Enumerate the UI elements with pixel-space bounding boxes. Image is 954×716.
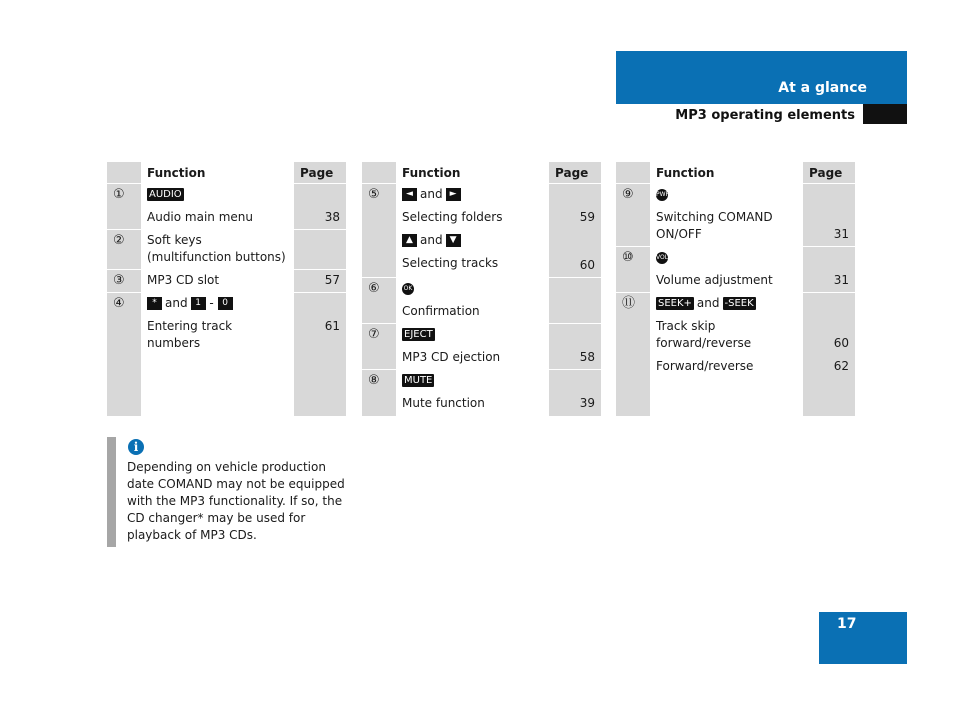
- column-header-function: Function: [396, 162, 549, 184]
- page-ref: 60: [833, 336, 849, 350]
- function-label: Soft keys (multifunction buttons): [147, 233, 286, 264]
- item-number: ⑨: [622, 187, 634, 202]
- page-ref: 59: [579, 210, 595, 224]
- volume-knob-icon: VOL: [656, 252, 668, 264]
- table-row: [107, 270, 346, 293]
- page-ref: 39: [579, 396, 595, 410]
- function-label: Selecting folders: [402, 210, 503, 224]
- subheader: [616, 104, 907, 124]
- table-row: [362, 324, 601, 370]
- note-text: Depending on vehicle production date COMAND may not be equipped with the MP3 functionality. If so, the CD changer* may be used for playback of MP3 CDs.: [127, 460, 345, 542]
- page-ref: 31: [833, 273, 849, 287]
- function-label: MP3 CD ejection: [402, 350, 501, 364]
- function-table-2: [362, 162, 601, 416]
- table-row: [107, 184, 346, 230]
- seek-back-key-icon: -SEEK: [724, 298, 754, 309]
- table-row: [362, 184, 601, 278]
- one-key-icon: 1: [191, 297, 206, 310]
- up-arrow-key-icon: ▲: [402, 234, 417, 247]
- header-banner: [616, 51, 907, 104]
- table-row: [362, 370, 601, 416]
- item-number: ④: [113, 296, 125, 311]
- info-note: [107, 437, 347, 547]
- audio-key-icon: AUDIO: [149, 189, 182, 200]
- table-row: [107, 230, 346, 270]
- function-table-1: [107, 162, 346, 416]
- table-row: [362, 278, 601, 324]
- column-header-function: Function: [650, 162, 803, 184]
- column-header-function: Function: [141, 162, 294, 184]
- down-arrow-key-icon: ▼: [446, 234, 461, 247]
- page-ref: 57: [324, 273, 340, 287]
- item-number: ⑩: [622, 250, 634, 265]
- table-row: [616, 184, 855, 247]
- function-label: MP3 CD slot: [147, 273, 220, 287]
- function-label: Track skip forward/reverse: [656, 319, 752, 350]
- page-ref: 58: [579, 350, 595, 364]
- page-number: 17: [837, 616, 857, 632]
- power-button-icon: PWR: [656, 189, 668, 201]
- item-number: ⑤: [368, 187, 380, 202]
- function-label: Selecting tracks: [402, 256, 499, 270]
- and-text: and: [420, 187, 443, 201]
- table-row: [107, 293, 346, 416]
- page-number-box: [819, 612, 907, 664]
- left-arrow-key-icon: ◄: [402, 188, 417, 201]
- function-label: Entering track numbers: [147, 319, 233, 350]
- and-text: and: [696, 296, 720, 310]
- seek-forward-key-icon: SEEK+: [658, 298, 692, 309]
- function-label: Audio main menu: [147, 210, 254, 224]
- item-number: ⑪: [622, 296, 636, 311]
- function-label: Volume adjustment: [656, 273, 773, 287]
- function-table-3: [616, 162, 855, 416]
- item-number: ⑦: [368, 327, 380, 342]
- dash-text: -: [209, 296, 214, 310]
- item-number: ③: [113, 273, 125, 288]
- note-bar: [107, 437, 116, 547]
- item-number: ①: [113, 187, 125, 202]
- function-label: Switching COMAND ON/OFF: [656, 210, 773, 241]
- function-label: Confirmation: [402, 304, 480, 318]
- eject-key-icon: EJECT: [404, 329, 433, 340]
- star-key-icon: *: [147, 297, 162, 310]
- column-header-page: Page: [803, 162, 855, 184]
- mute-key-icon: MUTE: [404, 375, 433, 386]
- page-ref: 60: [579, 258, 595, 272]
- ok-button-icon: OK: [402, 283, 414, 295]
- info-icon: i: [128, 439, 144, 455]
- page-ref: 62: [833, 359, 849, 373]
- item-number: ②: [113, 233, 125, 248]
- table-row: [616, 247, 855, 293]
- page-ref: 61: [324, 319, 340, 333]
- table-row: [616, 293, 855, 416]
- page-ref: 31: [833, 227, 849, 241]
- function-label: Forward/reverse: [656, 359, 754, 373]
- and-text: and: [420, 233, 443, 247]
- function-label: Mute function: [402, 396, 485, 410]
- zero-key-icon: 0: [218, 297, 233, 310]
- page-ref: 38: [324, 210, 340, 224]
- section-title: At a glance: [778, 80, 867, 96]
- column-header-page: Page: [549, 162, 601, 184]
- section-subtitle: MP3 operating elements: [675, 108, 855, 123]
- right-arrow-key-icon: ►: [446, 188, 461, 201]
- item-number: ⑥: [368, 281, 380, 296]
- column-header-page: Page: [294, 162, 346, 184]
- and-text: and: [165, 296, 188, 310]
- item-number: ⑧: [368, 373, 380, 388]
- subheader-bar: [863, 104, 907, 124]
